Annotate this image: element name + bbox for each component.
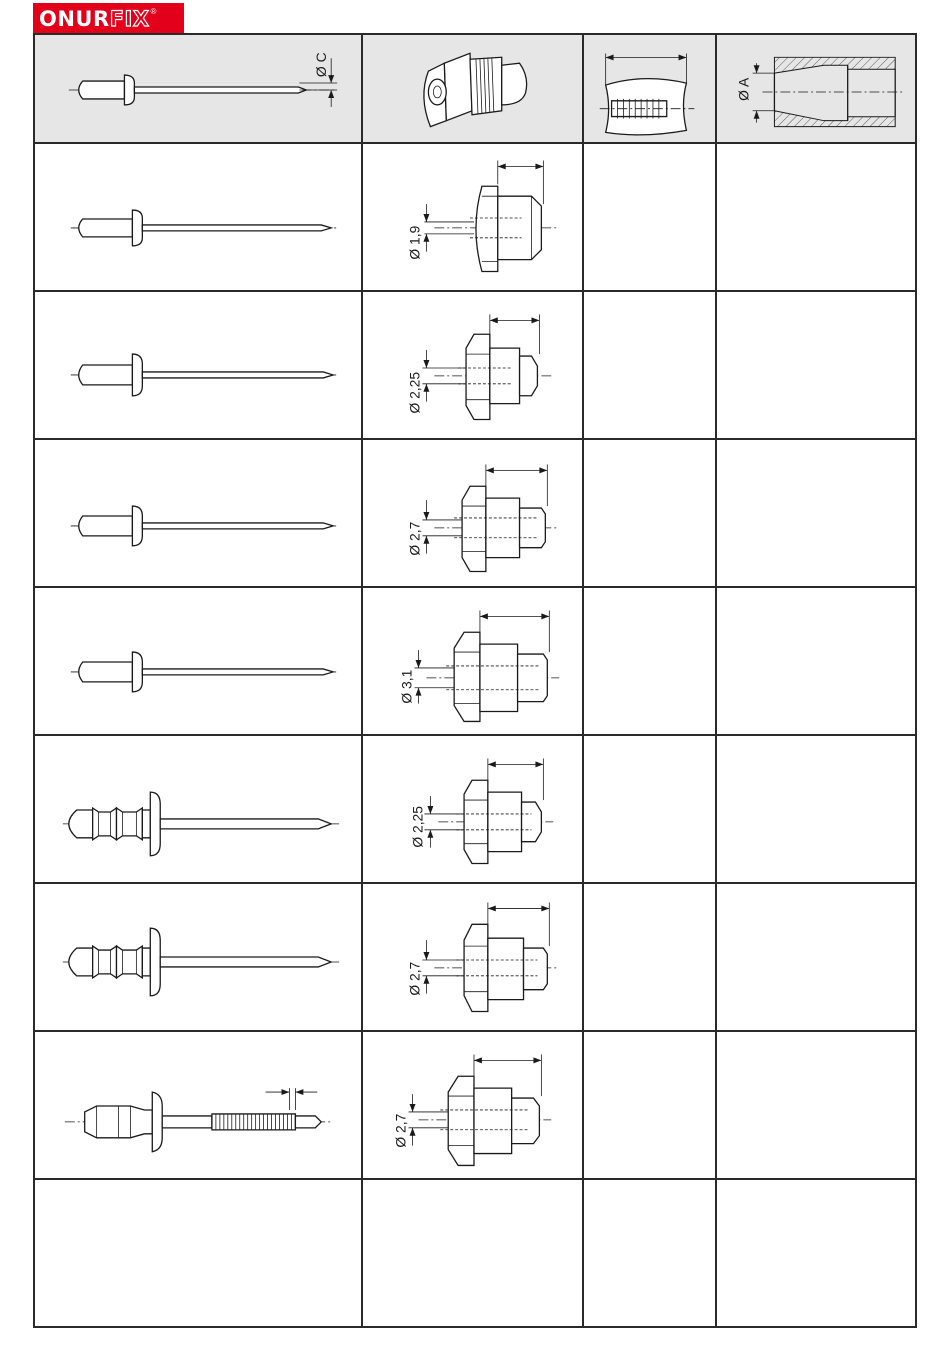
logo-text-onur: ONUR bbox=[39, 6, 110, 31]
header-jaws-cell bbox=[583, 34, 716, 143]
nosepiece-cell bbox=[362, 291, 583, 439]
table-row bbox=[34, 439, 916, 587]
diameter-label: Ø 3,1 bbox=[398, 669, 415, 704]
rivet-drawing-icon bbox=[35, 588, 361, 734]
header-diameter-c-label: Ø C bbox=[313, 52, 330, 78]
table-row bbox=[34, 735, 916, 883]
jaw-housing-cell bbox=[716, 439, 916, 587]
diameter-label: Ø 2,7 bbox=[392, 1113, 409, 1148]
diameter-label: Ø 2,25 bbox=[409, 806, 426, 848]
table-row bbox=[34, 291, 916, 439]
header-row bbox=[34, 34, 916, 143]
nosepiece-table bbox=[33, 33, 917, 1328]
rivet-drawing-icon bbox=[35, 144, 361, 290]
diameter-label: Ø 2,25 bbox=[406, 371, 423, 414]
jaws-icon bbox=[584, 35, 715, 142]
rivet-cell bbox=[34, 291, 362, 439]
logo-text-fix: FIX bbox=[109, 6, 150, 31]
jaws-cell bbox=[583, 735, 716, 883]
table-row bbox=[34, 883, 916, 1031]
jaw-housing-icon bbox=[717, 35, 915, 142]
jaw-housing-cell bbox=[716, 143, 916, 291]
table-row bbox=[34, 143, 916, 291]
nosepiece-cell bbox=[362, 439, 583, 587]
table-row bbox=[34, 587, 916, 735]
nosepiece-drawing-icon bbox=[363, 588, 582, 734]
rivet-cell bbox=[34, 735, 362, 883]
jaws-cell bbox=[583, 1179, 716, 1327]
rivet-drawing-icon bbox=[35, 736, 361, 882]
jaws-cell bbox=[583, 1031, 716, 1179]
diameter-label: Ø 1,9 bbox=[406, 225, 423, 260]
diameter-label: Ø 2,7 bbox=[406, 521, 423, 556]
rivet-drawing-icon bbox=[35, 292, 361, 438]
rivet-cell bbox=[34, 1179, 362, 1327]
nosepiece-drawing-icon bbox=[363, 144, 582, 290]
jaws-cell bbox=[583, 291, 716, 439]
rivet-drawing-icon bbox=[35, 440, 361, 586]
jaw-housing-cell bbox=[716, 735, 916, 883]
jaws-cell bbox=[583, 143, 716, 291]
jaws-cell bbox=[583, 883, 716, 1031]
rivet-drawing-icon bbox=[35, 884, 361, 1030]
nosepiece-cell bbox=[362, 883, 583, 1031]
nosepiece-cell bbox=[362, 1031, 583, 1179]
jaws-cell bbox=[583, 439, 716, 587]
onurfix-logo bbox=[33, 3, 184, 34]
nosepiece-cell bbox=[362, 1179, 583, 1327]
jaw-housing-cell bbox=[716, 1031, 916, 1179]
rivet-cell bbox=[34, 1031, 362, 1179]
rivet-cell bbox=[34, 883, 362, 1031]
table-row bbox=[34, 1031, 916, 1179]
nosepiece-drawing-icon bbox=[363, 440, 582, 586]
nosepiece-drawing-icon bbox=[363, 884, 582, 1030]
structural-rivet-drawing-icon bbox=[35, 1032, 361, 1178]
header-diameter-a-label: Ø A bbox=[735, 77, 752, 101]
jaws-cell bbox=[583, 587, 716, 735]
nosepiece-drawing-icon bbox=[363, 736, 582, 882]
rivet-cell bbox=[34, 587, 362, 735]
rivet-cell bbox=[34, 143, 362, 291]
nosepiece-drawing-icon bbox=[363, 292, 582, 438]
nosepiece-cell bbox=[362, 587, 583, 735]
header-jaw-housing-cell bbox=[716, 34, 916, 143]
nosepiece-3d-icon bbox=[363, 35, 582, 142]
jaw-housing-cell bbox=[716, 1179, 916, 1327]
table-row bbox=[34, 1179, 916, 1327]
jaw-housing-cell bbox=[716, 587, 916, 735]
logo-registered-mark: ® bbox=[150, 7, 157, 16]
jaw-housing-cell bbox=[716, 291, 916, 439]
jaw-housing-cell bbox=[716, 883, 916, 1031]
header-rivet-cell bbox=[34, 34, 362, 143]
nosepiece-cell bbox=[362, 735, 583, 883]
header-nosepiece-cell bbox=[362, 34, 583, 143]
rivet-cell bbox=[34, 439, 362, 587]
rivet-drawing-icon bbox=[35, 35, 361, 142]
nosepiece-drawing-icon bbox=[363, 1032, 582, 1178]
diameter-label: Ø 2,7 bbox=[406, 961, 423, 996]
nosepiece-cell bbox=[362, 143, 583, 291]
